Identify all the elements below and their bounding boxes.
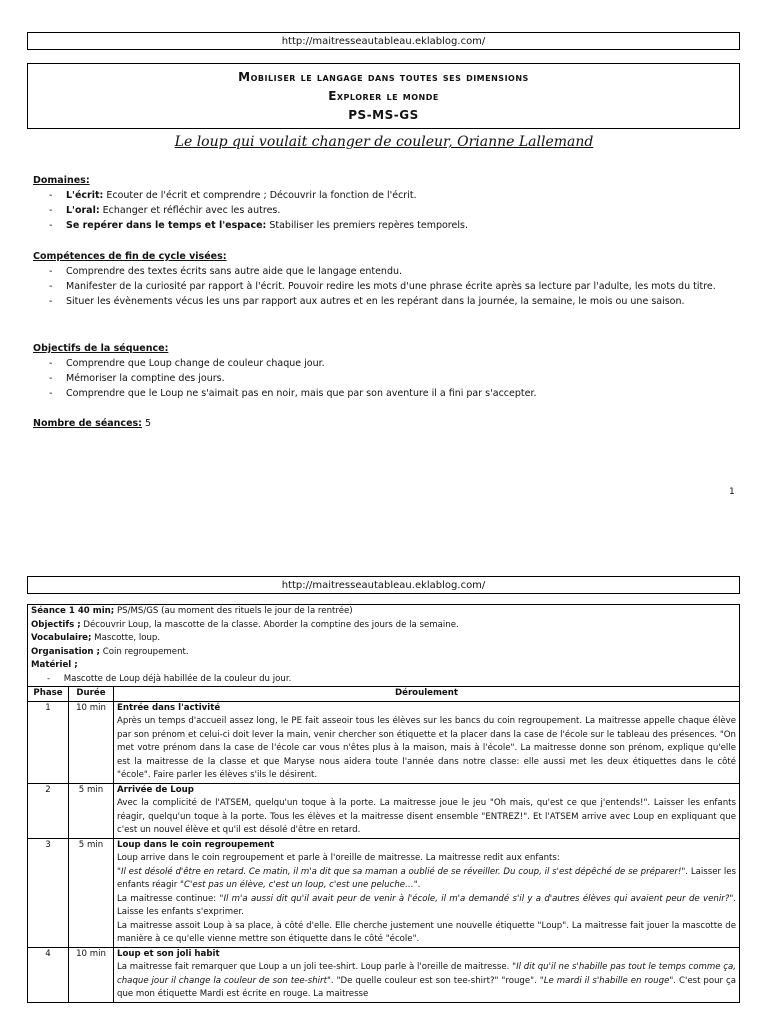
table-row: [28, 701, 740, 783]
table-row: [28, 783, 740, 838]
phase-description: Loup et son joli habit La maitresse fait remarquer que Loup a un joli tee-shirt. Loup parle à l'oreille de maitresse. "Il dit qu'il ne s'habille pas tout le temps comme ça, chaque jour il change la couleur de son tee-shirt". "De quelle couleur est son tee-shirt?" "rouge". "Le mardi il s'habille en rouge". C'est pour ça que mon étiquette Mardi est écrite en rouge. La maitresse: [114, 947, 740, 1002]
title-line-2: Explorer le monde: [328, 89, 439, 103]
phase-duration: 5 min: [69, 838, 114, 947]
competence-item: - Manifester de la curiosité par rapport à l'écrit. Pouvoir redire les mots d'une phrase écrite après sa lecture par l'adulte, les mots du titre.: [33, 279, 743, 294]
objectifs-section: [33, 341, 743, 401]
header-deroulement: Déroulement: [114, 687, 740, 702]
header-phase: Phase: [28, 687, 69, 702]
seance-table: [27, 604, 740, 1003]
header-duree: Durée: [69, 687, 114, 702]
domaine-item: - L'oral: Echanger et réfléchir avec les autres.: [33, 203, 743, 218]
phase-number: 2: [28, 783, 69, 838]
table-row: [28, 838, 740, 947]
seance-info-row: [28, 605, 740, 687]
materiel-item: Mascotte de Loup déjà habillée de la couleur du jour.: [63, 673, 292, 684]
phase-description: Arrivée de Loup Avec la complicité de l'ATSEM, quelqu'un toque à la porte. La maitresse joue le jeu "Oh mais, qu'est ce que j'entends!". Laisser les enfants réagir, quelqu'un toque à la porte. Tous les élèves et la maitresse disent ensemble "ENTREZ!". Et l'ATSEM arrive avec Loup en expliquant que c'est un nouvel élève et qu'il est désolé d'être en retard.: [114, 783, 740, 838]
page-url-header-2: http://maitresseautableau.eklablog.com/: [27, 576, 740, 594]
table-header-row: [28, 687, 740, 702]
seances-value: 5: [141, 418, 152, 429]
domaine-item: - Se repérer dans le temps et l'espace: Stabiliser les premiers repères temporels.: [33, 218, 743, 233]
phase-number: 4: [28, 947, 69, 1002]
objectif-item: - Mémoriser la comptine des jours.: [33, 371, 743, 386]
book-title: Le loup qui voulait changer de couleur, Orianne Lallemand: [174, 134, 594, 150]
phase-description: Entrée dans l'activité Après un temps d'accueil assez long, le PE fait asseoir tous les élèves sur les bancs du coin regroupement. La maitresse appelle chaque élève par son prénom et celui-ci doit lever la main, venir chercher son étiquette et la placer dans la case de l'école sur le tableau des présences. "On met votre prénom dans la case de l'école car vous n'êtes plus à la maison, mais à l'école". La maitresse donne son prénom, explique qu'elle est la maitresse de la classe et que Maryse nous aidera toute l'année dans notre classe: elle aussi met les deux étiquettes dans le côté "école". Faire parler les élèves s'ils le désirent.: [114, 701, 740, 783]
phase-duration: 5 min: [69, 783, 114, 838]
objectif-item: - Comprendre que Loup change de couleur chaque jour.: [33, 356, 743, 371]
page-url-header: http://maitresseautableau.eklablog.com/: [27, 32, 740, 50]
title-box: [27, 63, 740, 129]
objectif-item: - Comprendre que le Loup ne s'aimait pas en noir, mais que par son aventure il a fini par s'accepter.: [33, 386, 743, 401]
title-line-3: PS-MS-GS: [348, 108, 419, 122]
domaines-heading: Domaines:: [33, 175, 90, 186]
page-number: 1: [729, 487, 735, 497]
competences-heading: Compétences de fin de cycle visées:: [33, 251, 227, 262]
objectifs-heading: Objectifs de la séquence:: [33, 343, 169, 354]
phase-number: 3: [28, 838, 69, 947]
competence-item: - Situer les évènements vécus les uns par rapport aux autres et en les repérant dans la journée, la semaine, le mois ou une saison.: [33, 294, 743, 309]
seance-info: Séance 1 40 min; PS/MS/GS (au moment des rituels le jour de la rentrée) Objectifs ; Découvrir Loup, la mascotte de la classe. Aborder la comptine des jours de la semaine. Vocabulaire; Mascotte, loup. Organisation ; Coin regroupement. Matériel ; - Mascotte de Loup déjà habillée de la couleur du jour.: [28, 605, 740, 687]
table-row: [28, 947, 740, 1002]
domaine-item: - L'écrit: Ecouter de l'écrit et comprendre ; Découvrir la fonction de l'écrit.: [33, 188, 743, 203]
domaines-section: [33, 173, 743, 233]
seances-count: [33, 416, 743, 431]
phase-duration: 10 min: [69, 701, 114, 783]
phase-number: 1: [28, 701, 69, 783]
seances-label: Nombre de séances:: [33, 418, 142, 429]
competences-section: [33, 249, 743, 309]
phase-duration: 10 min: [69, 947, 114, 1002]
competence-item: - Comprendre des textes écrits sans autre aide que le langage entendu.: [33, 264, 743, 279]
phase-description: Loup dans le coin regroupement Loup arrive dans le coin regroupement et parle à l'oreille de maitresse. La maitresse redit aux enfants: "Il est désolé d'être en retard. Ce matin, il m'a dit que sa maman a oublié de se réveiller. Du coup, il s'est dépêché de se préparer!". Laisser les enfants réagir "C'est pas un élève, c'est un loup, c'est une peluche…". La maitresse continue: "Il m'a aussi dit qu'il avait peur de venir à l'école, il m'a demandé s'il y a d'autres élèves qui avaient peur de venir?". Laisse les enfants s'exprimer. La maitresse assoit Loup à sa place, à côté d'elle. Elle cherche justement une nouvelle étiquette "Loup". La maitresse fait jouer la mascotte de manière à ce qu'elle vienne mettre son étiquette dans le côté "école".: [114, 838, 740, 947]
title-line-1: Mobiliser le langage dans toutes ses dimensions: [238, 70, 529, 84]
